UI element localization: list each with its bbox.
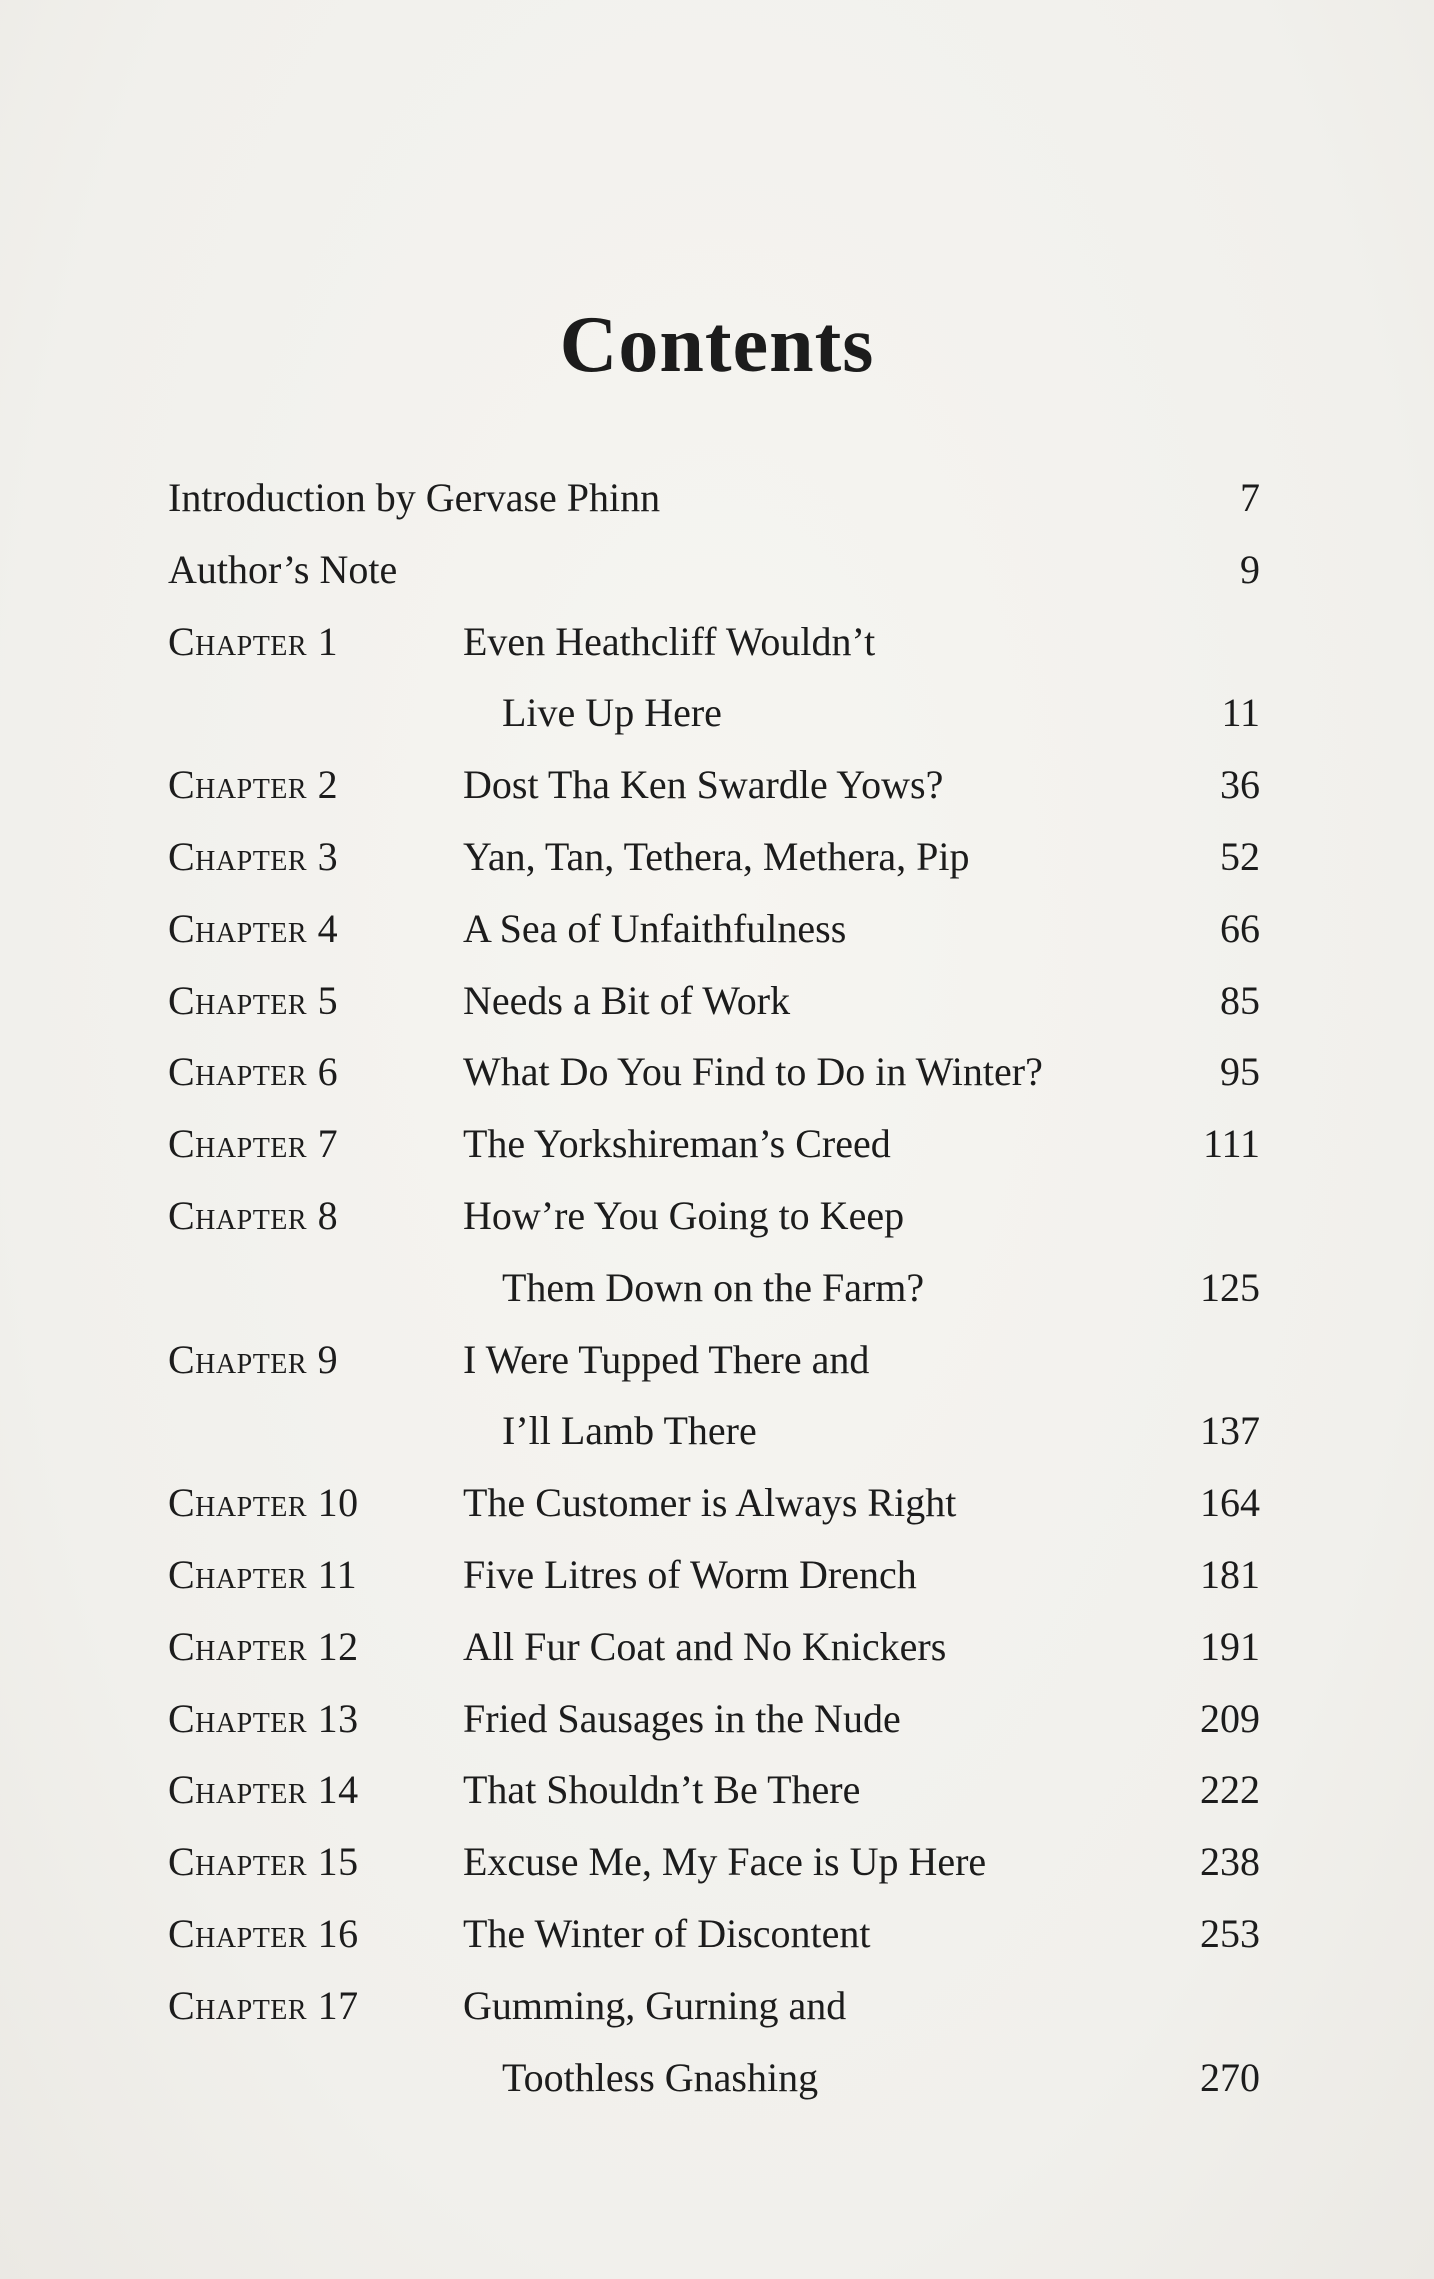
chapter-label: Chapter 8 xyxy=(168,1193,339,1238)
toc-chapter-entry xyxy=(168,1337,1260,1388)
chapter-title: Toothless Gnashing xyxy=(502,2055,819,2100)
page-number: 181 xyxy=(1200,1552,1260,1597)
page-number: 9 xyxy=(1240,547,1260,592)
chapter-label: Chapter 6 xyxy=(168,1049,339,1094)
page-number: 253 xyxy=(1200,1911,1260,1956)
chapter-title: Them Down on the Farm? xyxy=(502,1265,925,1310)
chapter-title: How’re You Going to Keep xyxy=(463,1193,905,1238)
chapter-label: Chapter 4 xyxy=(168,906,339,951)
table-of-contents xyxy=(168,0,1260,2279)
page-number: 11 xyxy=(1221,690,1260,735)
page-number: 191 xyxy=(1200,1624,1260,1669)
chapter-title: The Winter of Discontent xyxy=(463,1911,871,1956)
toc-chapter-entry xyxy=(168,1983,1260,2034)
chapter-title: What Do You Find to Do in Winter? xyxy=(463,1049,1043,1094)
chapter-label: Chapter 15 xyxy=(168,1839,359,1884)
chapter-label: Chapter 1 xyxy=(168,619,339,664)
entry-title: Introduction by Gervase Phinn xyxy=(168,475,661,520)
chapter-label: Chapter 12 xyxy=(168,1624,359,1669)
chapter-label: Chapter 7 xyxy=(168,1121,339,1166)
chapter-label: Chapter 2 xyxy=(168,762,339,807)
toc-chapter-entry xyxy=(168,978,1260,1029)
toc-chapter-entry xyxy=(168,906,1260,957)
toc-chapter-entry xyxy=(168,834,1260,885)
chapter-label: Chapter 9 xyxy=(168,1337,339,1382)
chapter-label: Chapter 17 xyxy=(168,1983,359,2028)
toc-entry xyxy=(168,547,1260,598)
chapter-title: A Sea of Unfaithfulness xyxy=(463,906,847,951)
toc-chapter-entry xyxy=(168,619,1260,670)
chapter-title: That Shouldn’t Be There xyxy=(463,1767,861,1812)
toc-chapter-entry xyxy=(168,1839,1260,1890)
toc-chapter-entry xyxy=(168,1480,1260,1531)
chapter-label: Chapter 5 xyxy=(168,978,339,1023)
chapter-title: Yan, Tan, Tethera, Methera, Pip xyxy=(463,834,970,879)
chapter-title: The Customer is Always Right xyxy=(463,1480,957,1525)
page-number: 270 xyxy=(1200,2055,1260,2100)
chapter-title: Live Up Here xyxy=(502,690,722,735)
toc-chapter-entry xyxy=(168,1696,1260,1747)
chapter-title: The Yorkshireman’s Creed xyxy=(463,1121,891,1166)
chapter-title: Gumming, Gurning and xyxy=(463,1983,847,2028)
page-number: 52 xyxy=(1220,834,1260,879)
page-number: 137 xyxy=(1200,1408,1260,1453)
toc-chapter-entry xyxy=(168,1911,1260,1962)
entry-title: Author’s Note xyxy=(168,547,398,592)
page-number: 66 xyxy=(1220,906,1260,951)
toc-chapter-entry xyxy=(168,1049,1260,1100)
chapter-title: Excuse Me, My Face is Up Here xyxy=(463,1839,987,1884)
chapter-label: Chapter 13 xyxy=(168,1696,359,1741)
page-number: 209 xyxy=(1200,1696,1260,1741)
page-number: 85 xyxy=(1220,978,1260,1023)
toc-chapter-continuation xyxy=(168,1408,1260,1459)
toc-chapter-entry xyxy=(168,1624,1260,1675)
page-number: 36 xyxy=(1220,762,1260,807)
toc-chapter-entry xyxy=(168,762,1260,813)
page-number: 164 xyxy=(1200,1480,1260,1525)
page-title: Contents xyxy=(559,301,875,389)
chapter-label: Chapter 3 xyxy=(168,834,339,879)
toc-chapter-continuation xyxy=(168,1265,1260,1316)
toc-chapter-entry xyxy=(168,1193,1260,1244)
chapter-title: Dost Tha Ken Swardle Yows? xyxy=(463,762,944,807)
toc-chapter-entry xyxy=(168,1552,1260,1603)
toc-chapter-entry xyxy=(168,1767,1260,1818)
chapter-title: I Were Tupped There and xyxy=(463,1337,870,1382)
chapter-title: Five Litres of Worm Drench xyxy=(463,1552,917,1597)
chapter-label: Chapter 14 xyxy=(168,1767,359,1812)
page-number: 238 xyxy=(1200,1839,1260,1884)
toc-entry xyxy=(168,475,1260,526)
chapter-label: Chapter 10 xyxy=(168,1480,359,1525)
page-number: 95 xyxy=(1220,1049,1260,1094)
page-number: 125 xyxy=(1200,1265,1260,1310)
toc-chapter-entry xyxy=(168,1121,1260,1172)
page-number: 111 xyxy=(1202,1121,1260,1166)
chapter-title: Needs a Bit of Work xyxy=(463,978,791,1023)
toc-chapter-continuation xyxy=(168,690,1260,741)
toc-chapter-continuation xyxy=(168,2055,1260,2106)
chapter-title: Fried Sausages in the Nude xyxy=(463,1696,901,1741)
chapter-title: Even Heathcliff Wouldn’t xyxy=(463,619,876,664)
chapter-title: All Fur Coat and No Knickers xyxy=(463,1624,947,1669)
chapter-label: Chapter 11 xyxy=(168,1552,358,1597)
chapter-title: I’ll Lamb There xyxy=(502,1408,757,1453)
page-number: 222 xyxy=(1200,1767,1260,1812)
page-number: 7 xyxy=(1240,475,1260,520)
chapter-label: Chapter 16 xyxy=(168,1911,359,1956)
